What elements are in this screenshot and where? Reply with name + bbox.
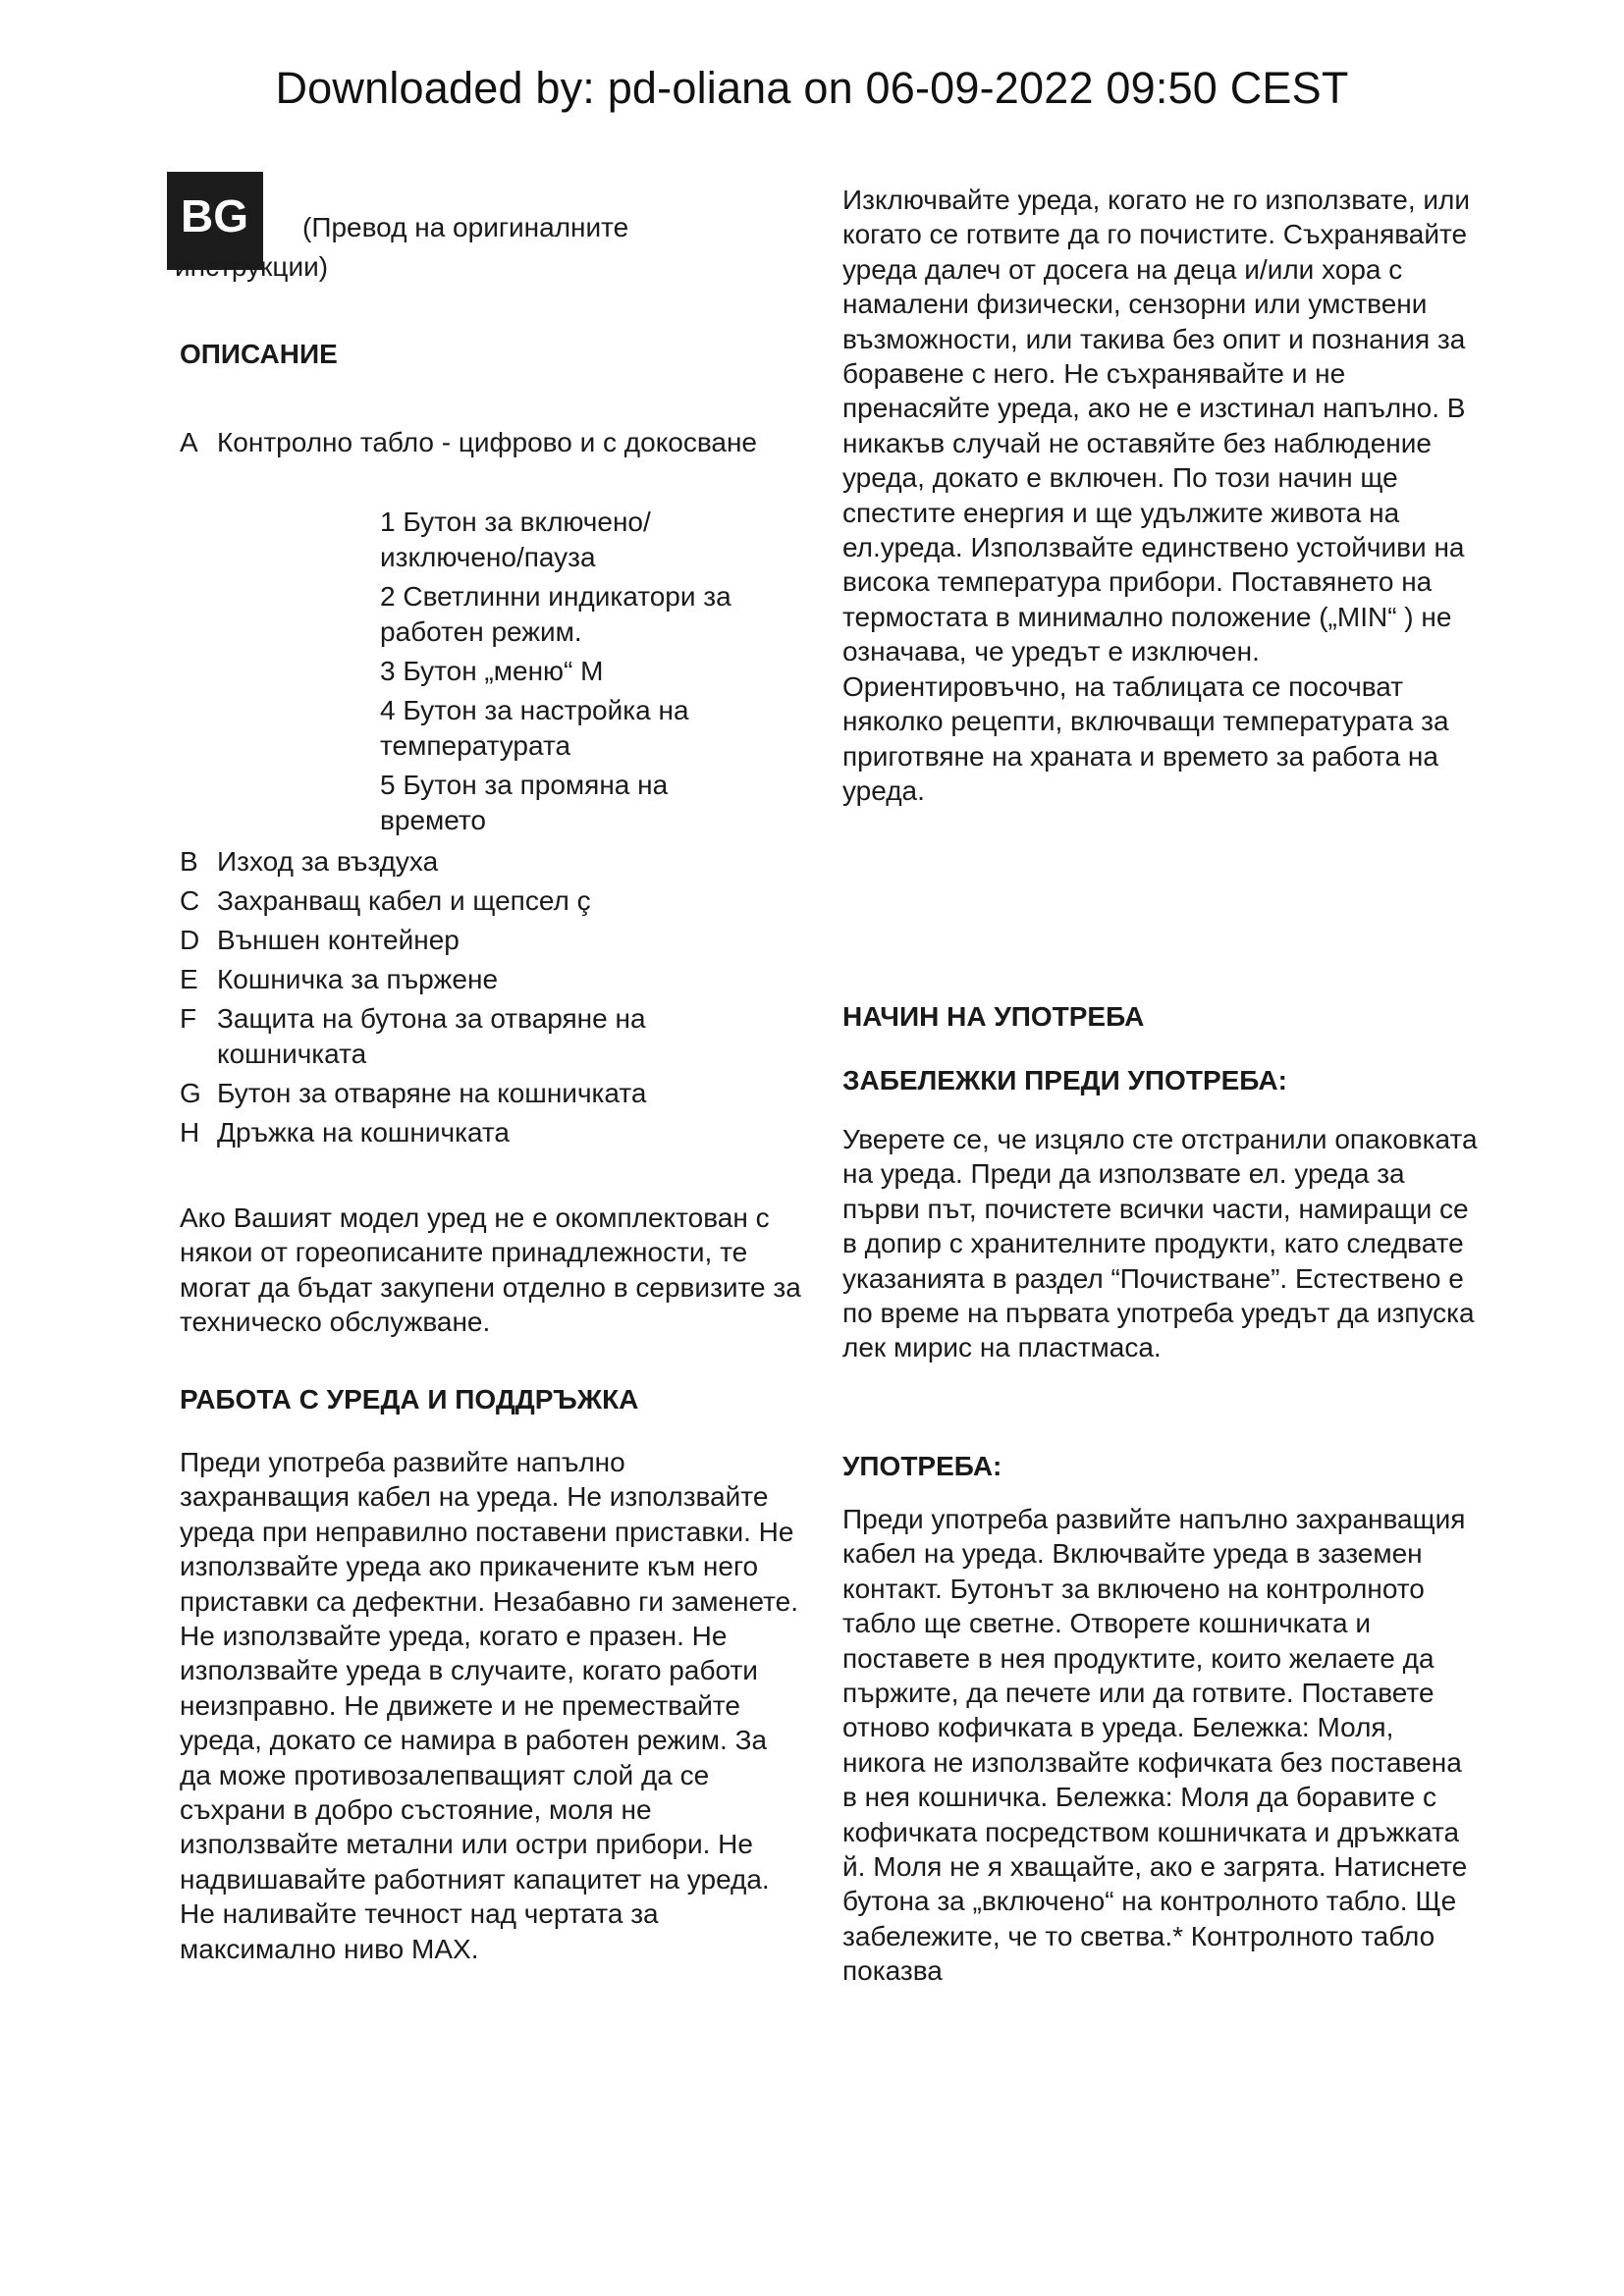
list-item (180, 883, 788, 919)
sub-item: 2 Светлинни индикатори за работен режим. (380, 581, 731, 647)
list-item (180, 962, 788, 997)
notes-heading: ЗАБЕЛЕЖКИ ПРЕДИ УПОТРЕБА: (842, 1065, 1287, 1095)
sub-item: 1 Бутон за включено/ изключено/пауза (380, 507, 651, 572)
list-item-text: Изход за въздуха (217, 846, 439, 877)
list-item (180, 844, 788, 880)
use-heading: УПОТРЕБА: (842, 1451, 1002, 1481)
maintenance-text: Преди употреба развийте напълно захранващия кабел на уреда. Не използвайте уреда при неправилно поставени приставки. Не използвайте уреда ако прикачените към него приставки са дефектни. Незабавно ги заменете. Не използвайте уреда, когато е празен. Не използвайте уреда в случаите, когато работи неизправно. Не движете и не премествайте уреда, докато се намира в работен режим. За да може противозалепващият слой да се съхрани в добро състояние, моля не използвайте метални или остри прибори. Не надвишавайте работният капацитет на уреда. Не наливайте течност над чертата за максимално ниво MAX. (180, 1447, 798, 1964)
list-item-letter: A (180, 427, 198, 457)
control-panel-sublist (380, 505, 792, 842)
list-item-letter: G (180, 1078, 201, 1108)
notes-text: Уверете се, че изцяло сте отстранили опаковката на уреда. Преди да използвате ел. уреда за първи път, почистете всички части, намиращи се в допир с хранителните продукти, като следвате указанията в раздел “Почистване”. Естествено е по време на първата употреба уредът да изпуска лек мирис на пластмаса. (842, 1124, 1478, 1363)
list-item (180, 1001, 788, 1072)
list-item-text: Външен контейнер (217, 925, 460, 955)
use-text: Преди употреба развийте напълно захранващия кабел на уреда. Включвайте уреда в заземен контакт. Бутонът за включено на контролното табло ще светне. Отворете кошничката и поставете в нея продуктите, които желаете да пържите, да печете или да готвите. Поставете отново кофичката в уреда. Бележка: Моля, никога не използвайте кофичката без поставена в нея кошничка. Бележка: Моля да боравите с кофичката посредством кошничката и дръжката й. Моля не я хващайте, ако е загрята. Натиснете бутона за „включено“ на контролното табло. Ще забележите, че то светва.* Контролното табло показва (842, 1504, 1468, 1987)
list-item-text: Защита на бутона за отваряне на кошничката (217, 1003, 646, 1069)
sub-item: 3 Бутон „меню“ M (380, 656, 604, 686)
list-item-letter: B (180, 846, 198, 877)
parts-list-bottom (180, 844, 788, 1154)
list-item (180, 923, 788, 958)
list-item-text: Контролно табло - цифрово и с докосване (217, 427, 758, 457)
list-item-text: Захранващ кабел и щепсел ç (217, 885, 591, 916)
accessories-note: Ако Вашият модел уред не е окомплектован с някои от гореописаните принадлежности, те могат да бъдат закупени отделно в сервизите за техническо обслужване. (180, 1202, 801, 1338)
language-code: BG (181, 190, 248, 241)
parts-list-top (180, 425, 788, 464)
list-item-letter: D (180, 925, 200, 955)
list-item (180, 425, 788, 460)
list-item-letter: E (180, 964, 198, 994)
download-watermark: Downloaded by: pd-oliana on 06-09-2022 09:50 CEST (275, 63, 1349, 113)
maintenance-heading: РАБОТА С УРЕДА И ПОДДРЪЖКА (180, 1384, 639, 1415)
description-heading: ОПИСАНИЕ (180, 339, 338, 369)
list-item-letter: C (180, 885, 200, 916)
list-item (180, 1076, 788, 1111)
list-item-text: Кошничка за пържене (217, 964, 499, 994)
translation-subtitle-line2: инструкции) (175, 251, 329, 282)
sub-item: 5 Бутон за промяна на времето (380, 770, 669, 835)
list-item-text: Дръжка на кошничката (217, 1117, 510, 1148)
list-item (180, 1115, 788, 1150)
sub-item: 4 Бутон за настройка на температурата (380, 695, 689, 761)
translation-subtitle-line1: (Превод на оригиналните (302, 212, 629, 242)
usage-heading: НАЧИН НА УПОТРЕБА (842, 1001, 1145, 1032)
list-item-letter: H (180, 1117, 200, 1148)
list-item-text: Бутон за отваряне на кошничката (217, 1078, 647, 1108)
safety-text: Изключвайте уреда, когато не го използвате, или когато се готвите да го почистите. Съхранявайте уреда далеч от досега на деца и/или хора с намалени физически, сензорни или умствени възможности, или такива без опит и познания за боравене с него. Не съхранявайте и не пренасяйте уреда, ако не е изстинал напълно. В никакъв случай не оставяйте без наблюдение уреда, докато е включен. По този начин ще спестите енергия и ще удължите живота на ел.уреда. Използвайте единствено устойчиви на висока температура прибори. Поставянето на термостата в минимално положение („MIN“ ) не означава, че уредът е изключен. Ориентировъчно, на таблицата се посочват няколко рецепти, включващи температурата за приготвяне на храната и времето за работа на уреда. (842, 185, 1471, 806)
list-item-letter: F (180, 1003, 197, 1034)
